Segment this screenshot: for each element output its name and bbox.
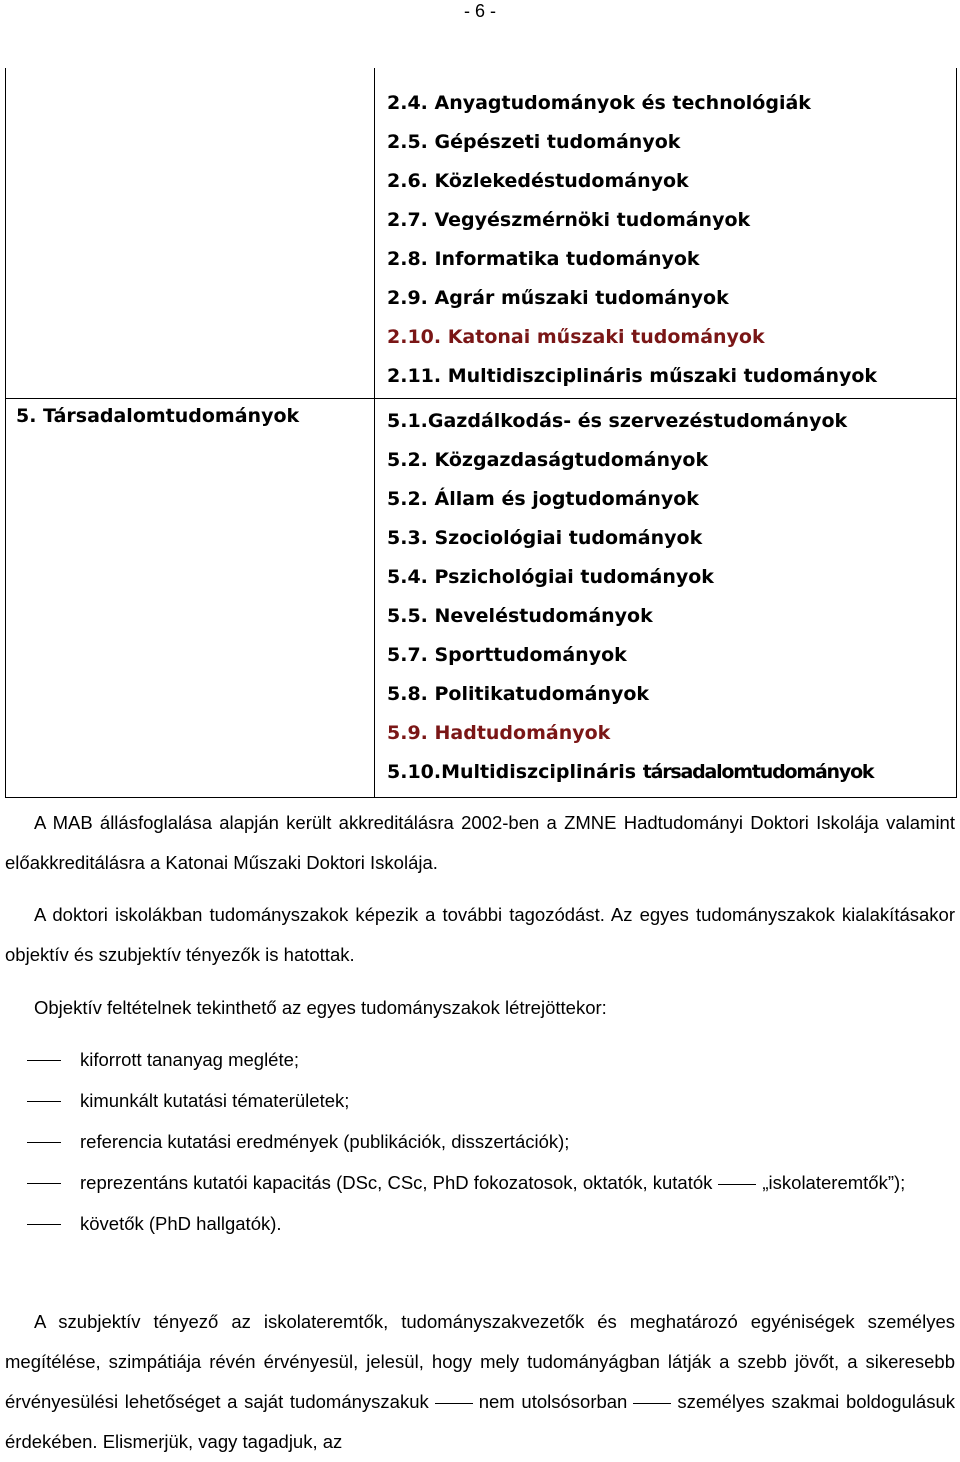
page-number: - 6 - xyxy=(463,1,496,21)
list-item xyxy=(387,753,873,792)
em-dash xyxy=(435,1403,473,1404)
list-item: 5.9. Hadtudományok xyxy=(387,722,611,744)
em-dash xyxy=(718,1184,756,1185)
list-item: 2.6. Közlekedéstudományok xyxy=(387,170,689,192)
paragraph-mab: A MAB állásfoglalása alapján került akkreditálásra 2002-ben a ZMNE Hadtudományi Doktori Iskolája valamint előakkreditálásra a Katonai Műszaki Doktori Iskolája. xyxy=(5,812,955,873)
list-item: 2.10. Katonai műszaki tudományok xyxy=(387,326,765,348)
bullet-text: referencia kutatási eredmények (publikációk, disszertációk); xyxy=(80,1131,570,1152)
dash-bullet-icon xyxy=(27,1101,61,1102)
bullet-item xyxy=(0,1040,955,1080)
item-head: 5.10.Multidiszciplináris xyxy=(387,761,643,783)
column-divider xyxy=(374,68,375,797)
subjective-text-a: A szubjektív tényező az iskolateremtők, tudományszakvezetők és meghatározó egyéniségek személyes megítélése, szimpátiája révén érvényesül, jelesül, hogy mely tudományágban látják a szebb jövőt, a sikeresebb érvényesülési lehetőséget a saját tudományszakuk xyxy=(5,1311,955,1412)
subjective-text-c: személyes szakmai boldogulásuk érdekében. Elismerjük, vagy tagadjuk, az xyxy=(5,1391,956,1452)
paragraph-objective-intro: Objektív feltételnek tekinthető az egyes tudományszakok létrejöttekor: xyxy=(34,997,607,1018)
classification-table xyxy=(5,68,957,798)
item-tail: társadalomtudományok xyxy=(642,761,874,783)
bullet-item xyxy=(0,1163,955,1203)
bullet-item xyxy=(0,1081,955,1121)
bullet-text: követők (PhD hallgatók). xyxy=(80,1213,282,1234)
list-item: 2.8. Informatika tudományok xyxy=(387,248,700,270)
list-item: 5.2. Állam és jogtudományok xyxy=(387,488,699,510)
dash-bullet-icon xyxy=(27,1224,61,1225)
list-item: 5.1.Gazdálkodás- és szervezéstudományok xyxy=(387,410,848,432)
dash-bullet-icon xyxy=(27,1060,61,1061)
engineering-sciences-list xyxy=(387,84,877,396)
social-sciences-list xyxy=(387,402,873,792)
bullet-text: kiforrott tananyag megléte; xyxy=(80,1049,300,1070)
list-item: 5.2. Közgazdaságtudományok xyxy=(387,449,709,471)
section-label: 5. Társadalomtudományok xyxy=(16,405,300,427)
list-item: 5.7. Sporttudományok xyxy=(387,644,627,666)
bullet-text: kimunkált kutatási tématerületek; xyxy=(80,1090,350,1111)
bullet-item xyxy=(0,1122,955,1162)
bullet-text-after: „iskolateremtők”); xyxy=(762,1172,906,1193)
em-dash xyxy=(633,1403,671,1404)
list-item: 5.5. Neveléstudományok xyxy=(387,605,653,627)
list-item: 2.9. Agrár műszaki tudományok xyxy=(387,287,729,309)
list-item: 2.4. Anyagtudományok és technológiák xyxy=(387,92,811,114)
paragraph-subjective xyxy=(5,1302,955,1462)
bullet-text: reprezentáns kutatói kapacitás (DSc, CSc, PhD fokozatosok, oktatók, kutatók xyxy=(80,1172,713,1193)
list-item: 5.8. Politikatudományok xyxy=(387,683,650,705)
dash-bullet-icon xyxy=(27,1183,61,1184)
paragraph-doctoral-schools: A doktori iskolákban tudományszakok képezik a további tagozódást. Az egyes tudományszakok kialakításakor objektív és szubjektív tényezők is hatottak. xyxy=(5,904,955,965)
list-item: 2.11. Multidiszciplináris műszaki tudományok xyxy=(387,365,878,387)
dash-bullet-icon xyxy=(27,1142,61,1143)
list-item: 5.4. Pszichológiai tudományok xyxy=(387,566,714,588)
objective-conditions-list xyxy=(0,1040,955,1245)
list-item: 2.7. Vegyészmérnöki tudományok xyxy=(387,209,751,231)
subjective-text-b: nem utolsósorban xyxy=(478,1391,628,1412)
bullet-item xyxy=(0,1204,955,1244)
row-divider xyxy=(6,398,956,399)
list-item: 5.3. Szociológiai tudományok xyxy=(387,527,703,549)
list-item: 2.5. Gépészeti tudományok xyxy=(387,131,681,153)
